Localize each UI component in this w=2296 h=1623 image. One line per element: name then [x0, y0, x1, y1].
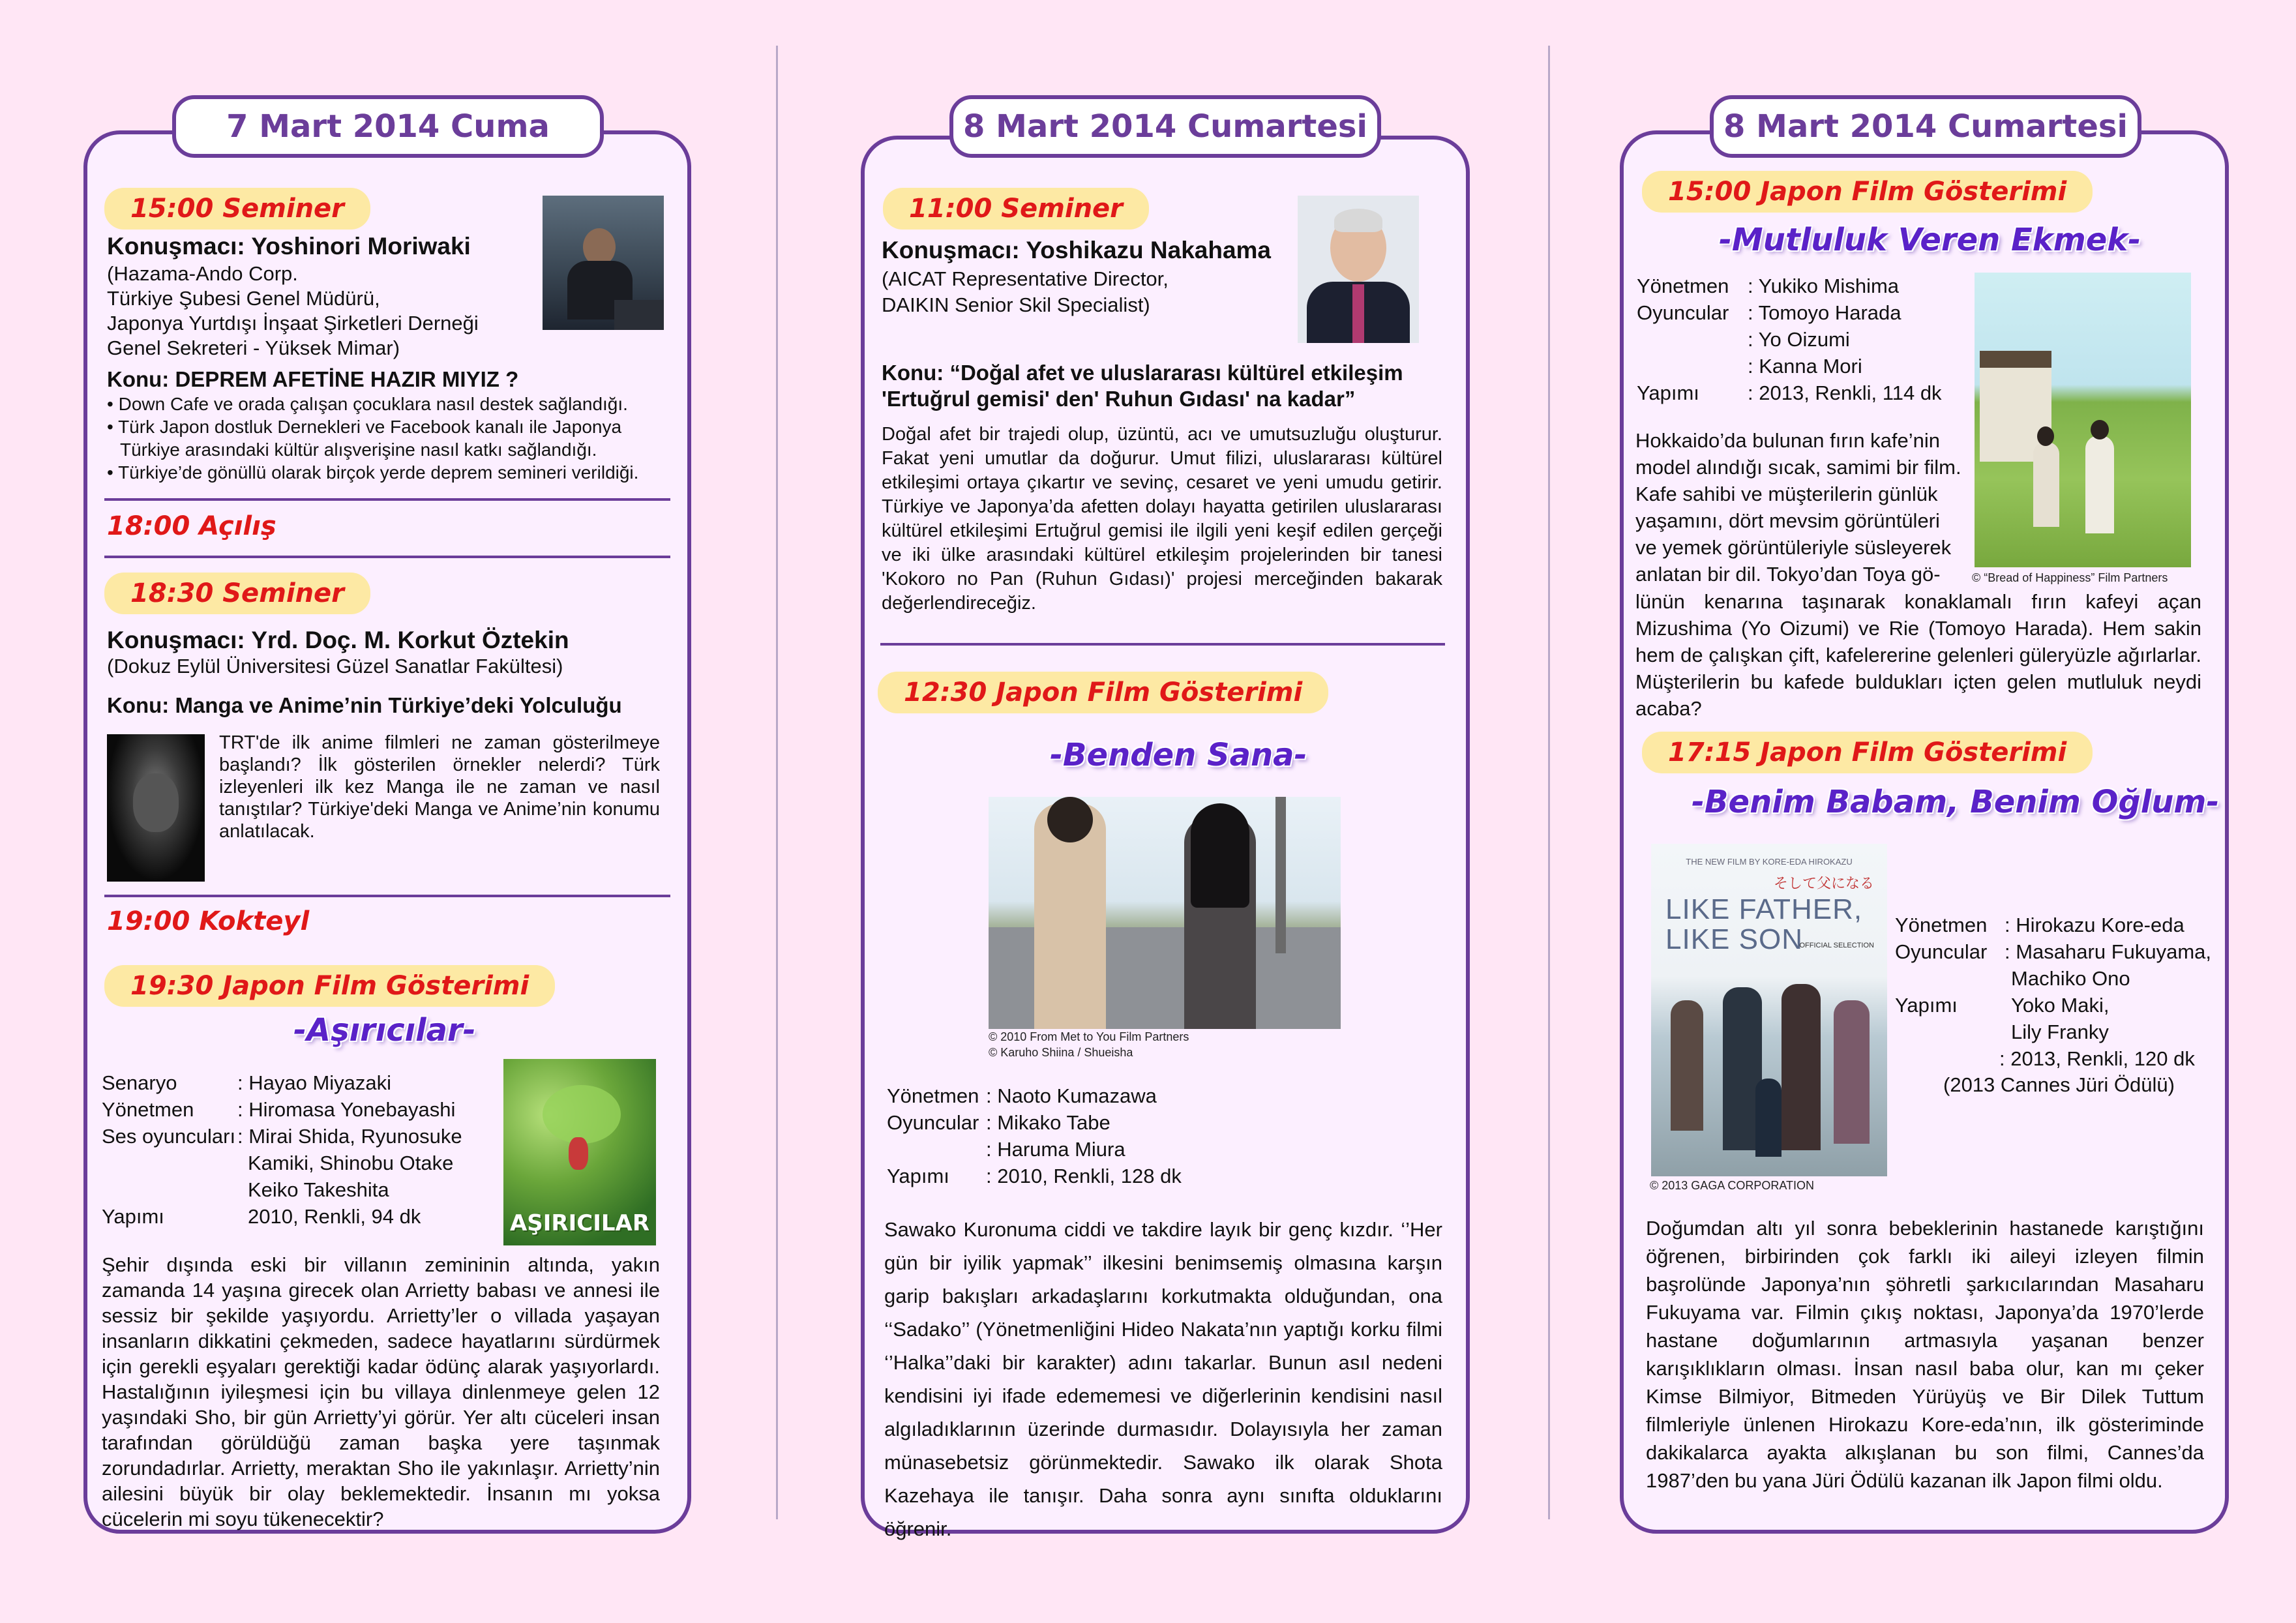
cocktail-time: 19:00 Kokteyl	[107, 906, 310, 936]
photo-credit-benden-sana-1: © 2010 From Met to You Film Partners	[989, 1030, 1189, 1043]
film3-desc-line-6: anlatan bir dil. Tokyo’dan Toya gö-	[1635, 563, 1941, 586]
seminar3-affiliation-1: (AICAT Representative Director,	[882, 267, 1169, 290]
bullet-item: • Türkiye’de gönüllü olarak birçok yerde deprem semineri verildiği.	[107, 462, 639, 483]
film3-desc-line-2: model alındığı sıcak, samimi bir film.	[1635, 456, 1961, 479]
film3-time: 15:00 Japon Film Gösterimi	[1642, 171, 2093, 213]
seminar3-description: Doğal afet bir trajedi olup, üzüntü, acı ve umutsuzluğu oluşturur. Fakat yeni umutlar da doğurur. Umut filizi, uluslararası kültürel etkileşimi ortaya çıkartır ve sevinç, cesaret ve yeni umudu getirir. Türkiye ve Japonya’da afetten dolayı hayatta getirilen uluslararası kültürel etkileşimi Ertuğrul gemisi ile ilgili yeni keşif edilen gerçeği ve iki ülke arasındaki kültürel etkileşim projelerinden bir tanesi 'Kokoro no Pan (Ruhun Gıdası)' projesi merceğinden bakarak değerlendireceğiz.	[882, 424, 1442, 614]
day2-header: 8 Mart 2014 Cumartesi	[949, 95, 1381, 158]
credit-row: Keiko Takeshita	[248, 1178, 389, 1201]
photo-credit-mutluluk-veren-ekmek: © “Bread of Happiness” Film Partners	[1972, 571, 2168, 584]
seminar2-affiliation: (Dokuz Eylül Üniversitesi Güzel Sanatlar Fakültesi)	[107, 655, 563, 677]
bullet-item: • Down Cafe ve orada çalışan çocuklara nasıl destek sağlandığı.	[107, 394, 628, 414]
poster-top-line: THE NEW FILM BY KORE-EDA HIROKAZU	[1686, 857, 1853, 867]
film-still-benden-sana	[989, 797, 1341, 1029]
credit-row: : 2013, Renkli, 120 dk	[1999, 1047, 2195, 1070]
seminar3-topic-2: 'Ertuğrul gemisi' den' Ruhun Gıdası' na kadar”	[882, 387, 1356, 411]
award-text: (2013 Cannes Jüri Ödülü)	[1943, 1073, 2175, 1096]
credit-row: Oyuncular : Masaharu Fukuyama,	[1895, 940, 2212, 963]
column-divider	[1548, 46, 1550, 1519]
poster-badge: OFFICIAL SELECTION	[1799, 942, 1874, 949]
credit-row: Machiko Ono	[2011, 967, 2130, 990]
speaker-photo-oztekin	[107, 734, 205, 882]
separator	[104, 498, 670, 501]
seminar2-description: TRT'de ilk anime filmleri ne zaman gösterilmeye başlandı? İlk gösterilen örnekler nelerdi? Türk izleyenleri ilk kez Manga ile ne zaman ve nasıl tanıştılar? Türkiye'deki Manga ve Anime’nin konumu anlatılacak.	[219, 732, 660, 842]
film-description-asiricilar: Şehir dışında eski bir villanın zemininin altında, yakın zamanda 14 yaşına girecek olan Arrietty babası ve annesi ile sessiz bir şekilde yaşıyordu. Arrietty’ler o villada yaşayan insanların dikkatini çekmeden, sadece hayatlarını sürdürmek için gerekli eşyaları gerektiği kadar ödünç alarak yaşıyorlardı. Hastalığının iyileşmesi için bu villaya dinlenmeye gelen 12 yaşındaki Sho, bir gün Arrietty’yi görür. Yer altı cüceleri insan tarafından görüldüğü zaman başka yere taşınmak zorundadırlar. Arrietty, meraktan Sho ile yakınlaşır. Arrietty’nin ailesini büyük bir olay beklemektedir. İnsanın mı yoksa cücelerin mi soyu tükenecektir?	[102, 1253, 660, 1530]
speaker-photo-moriwaki	[543, 196, 664, 330]
photo-credit-benden-sana-2: © Karuho Shiina / Shueisha	[989, 1046, 1133, 1059]
credit-row: Yönetmen : Naoto Kumazawa	[887, 1084, 1157, 1107]
film-title-benim-babam: -Benim Babam, Benim Oğlum-	[1692, 784, 2220, 820]
credit-row: Yapımı : 2010, Renkli, 128 dk	[887, 1165, 1182, 1187]
column-divider	[776, 46, 778, 1519]
seminar1-speaker: Konuşmacı: Yoshinori Moriwaki	[107, 233, 471, 260]
film-description-benim-babam: Doğumdan altı yıl sonra bebeklerinin hastanede karıştığını öğrenen, birbirinden çok farklı iki aileyi izleyen filmin başrolünde Japonya’nın şöhretli şarkıcılarından Masaharu Fukuyama var. Filmin çıkış noktası, Japonya’da 1970’lerde hastane doğumlarının artmasıyla yaşanan benzer karışıklıkların olması. İnsan nasıl baba olur, kan mı çeker Kimse Bilmiyor, Bitmeden Yürüyüş ve Bir Dilek Tuttum filmleriyle ünlenen Hirokazu Kore-eda’nın, ilk gösteriminde dakikalarca ayakta alkışlanan bu son filmi, Cannes’da 1987’den bu yana Jüri Ödülü kazanan ilk Japon filmi oldu.	[1646, 1217, 2204, 1492]
film-still-mutluluk-veren-ekmek	[1975, 273, 2191, 567]
poster-asiricilar-title: AŞIRICILAR	[509, 1210, 650, 1236]
credit-row: Ses oyuncuları : Mirai Shida, Ryunosuke	[102, 1125, 462, 1148]
credit-row: Yönetmen : Yukiko Mishima	[1637, 275, 1900, 297]
seminar3-time: 11:00 Seminer	[883, 188, 1149, 230]
separator	[104, 895, 670, 897]
credit-row: Yapımı 2010, Renkli, 94 dk	[102, 1205, 421, 1228]
seminar1-time: 15:00 Seminer	[104, 188, 370, 230]
credit-row: : Yo Oizumi	[1748, 328, 1850, 351]
separator	[880, 643, 1445, 646]
seminar1-affiliation-4: Genel Sekreteri - Yüksek Mimar)	[107, 336, 400, 359]
seminar3-topic-1: Konu: “Doğal afet ve uluslararası kültürel etkileşim	[882, 361, 1403, 385]
film-title-benden-sana: -Benden Sana-	[1050, 737, 1307, 773]
credit-row: Yapımı Yoko Maki,	[1895, 994, 2110, 1017]
seminar1-affiliation-1: (Hazama-Ando Corp.	[107, 262, 298, 285]
film-title-asiricilar: -Aşırıcılar-	[293, 1012, 476, 1049]
day2b-header: 8 Mart 2014 Cumartesi	[1710, 95, 2141, 158]
film3-desc-line-1: Hokkaido’da bulunan fırın kafe’nin	[1635, 429, 1941, 452]
seminar2-time: 18:30 Seminer	[104, 573, 370, 614]
day1-header: 7 Mart 2014 Cuma	[172, 95, 604, 158]
film1-time: 19:30 Japon Film Gösterimi	[104, 965, 555, 1007]
credit-row: Senaryo : Hayao Miyazaki	[102, 1071, 392, 1094]
credit-row: Oyuncular : Tomoyo Harada	[1637, 301, 1901, 324]
film3-desc-line-4: yaşamını, dört mevsim görüntüleri	[1635, 509, 1940, 532]
poster-asiricilar	[503, 1059, 656, 1245]
photo-credit-like-father: © 2013 GAGA CORPORATION	[1650, 1179, 1814, 1192]
seminar1-topic: Konu: DEPREM AFETİNE HAZIR MIYIZ ?	[107, 367, 519, 391]
seminar1-bullets	[107, 393, 681, 484]
film-title-mutluluk-veren-ekmek: -Mutluluk Veren Ekmek-	[1719, 222, 2141, 258]
credit-row: Yönetmen : Hirokazu Kore-eda	[1895, 914, 2184, 936]
seminar2-topic: Konu: Manga ve Anime’nin Türkiye’deki Yolculuğu	[107, 693, 622, 717]
film-credits-benim-babam	[1895, 912, 2211, 1072]
credit-row: : Haruma Miura	[986, 1138, 1126, 1161]
film3-desc-line-5: ve yemek görüntüleriyle süsleyerek	[1635, 536, 1952, 559]
bullet-item: • Türk Japon dostluk Dernekleri ve Facebook kanalı ile Japonya Türkiye arasındaki kültür alışverişine nasıl katkı sağlandığı.	[107, 417, 622, 460]
speaker-photo-nakahama	[1298, 196, 1419, 343]
poster-title-2: LIKE SON	[1665, 923, 1803, 955]
film-credits-mutluluk-veren-ekmek	[1637, 273, 1942, 406]
film-credits-benden-sana	[887, 1082, 1182, 1189]
poster-title-1: LIKE FATHER,	[1665, 893, 1863, 925]
seminar1-affiliation-3: Japonya Yurtdışı İnşaat Şirketleri Derneği	[107, 312, 479, 335]
separator	[104, 556, 670, 558]
credit-row: Yönetmen : Hiromasa Yonebayashi	[102, 1098, 456, 1121]
poster-japanese-title: そして父になる	[1773, 875, 1874, 891]
film3-desc-rest: lünün kenarına taşınarak konaklamalı fırın kafeyi açan Mizushima (Yo Oizumi) ve Rie (Tomoyo Harada). Hem sakin hem de çalışkan çift, kafelererine gelenleri güleryüzle ağırlarlar. Müşterilerin bu kafede buldukları içten gelen mutluluk neydi acaba?	[1635, 590, 2201, 720]
seminar2-speaker: Konuşmacı: Yrd. Doç. M. Korkut Öztekin	[107, 627, 569, 653]
opening-time: 18:00 Açılış	[107, 511, 276, 541]
seminar3-speaker: Konuşmacı: Yoshikazu Nakahama	[882, 237, 1272, 263]
film2-time: 12:30 Japon Film Gösterimi	[878, 672, 1328, 713]
seminar3-affiliation-2: DAIKIN Senior Skil Specialist)	[882, 293, 1150, 316]
poster-like-father-like-son	[1651, 844, 1887, 1176]
film-description-benden-sana: Sawako Kuronuma ciddi ve takdire layık bir genç kızdır. ‘’Her gün bir iyilik yapmak’’ ilkesini benimsemiş olmasına karşın garip bakışları arkadaşlarını korkutmakta olduğundan, ona ‘‘Sadako’’ (Yönetmenliğini Hideo Nakata’nın yaptığı korku filmi ‘’Halka’’daki bir karakter) adını takarlar. Bunun asıl nedeni kendisini iyi ifade edememesi ve diğerlerinin kendisini nasıl algıladıklarının üzerinde durmasıdır. Dolayısıyla her zaman münasebetsiz görünmektedir. Sawako ilk olarak Shota Kazehaya ile tanışır. Daha sonra aynı sınıfta olduklarını öğrenir.	[884, 1218, 1442, 1540]
film4-time: 17:15 Japon Film Gösterimi	[1642, 732, 2093, 773]
credit-row: Lily Franky	[2011, 1020, 2109, 1043]
credit-row: Kamiki, Shinobu Otake	[248, 1152, 454, 1174]
film3-desc-line-3: Kafe sahibi ve müşterilerin günlük	[1635, 483, 1938, 505]
film-credits-asiricilar	[102, 1069, 462, 1230]
seminar1-affiliation-2: Türkiye Şubesi Genel Müdürü,	[107, 287, 380, 310]
credit-row: : Kanna Mori	[1748, 355, 1862, 378]
credit-row: Oyuncular : Mikako Tabe	[887, 1111, 1111, 1134]
credit-row: Yapımı : 2013, Renkli, 114 dk	[1637, 381, 1942, 404]
